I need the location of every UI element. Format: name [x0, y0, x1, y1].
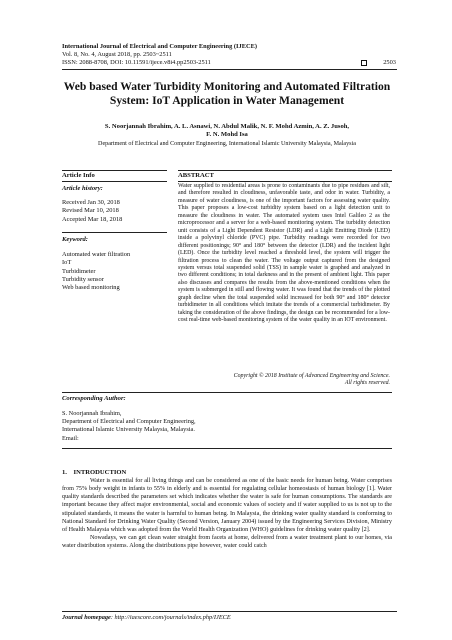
- author-name: S. Noorjannah Ibrahim,: [62, 410, 122, 417]
- journal-name: International Journal of Electrical and Computer Engineering (IJECE): [62, 43, 257, 50]
- square-icon: [361, 60, 367, 66]
- abstract-top-rule: [178, 170, 392, 171]
- footer-rule: [62, 611, 397, 612]
- introduction-body: [62, 477, 392, 550]
- keyword-item: Turbidity sensor: [62, 275, 104, 283]
- copyright-line-1: Copyright © 2018 Institute of Advanced Engineering and Science.: [233, 373, 390, 379]
- page-number: [361, 59, 396, 67]
- keyword-item: Turbidimeter: [62, 267, 96, 275]
- history-rule: [62, 232, 167, 233]
- authors-line-1: S. Noorjannah Ibrahim, A. L. Asnawi, N. Abdul Malik, N. F. Mohd Azmin, A. Z. Jusoh,: [104, 123, 350, 130]
- keyword-item: Web based monitoring: [62, 284, 120, 292]
- journal-homepage-label: Journal homepage: [62, 614, 111, 621]
- info-top-rule: [62, 170, 167, 171]
- corresponding-author-label: Corresponding Author:: [62, 395, 126, 402]
- copyright: [170, 373, 390, 388]
- page-number-text: 2503: [383, 59, 396, 66]
- authors: [62, 123, 392, 140]
- intro-paragraph-1: Water is essential for all living things and can be considered as one of the basic needs for human being. Water comprises from 75% body weight in infants to 55% in elderly and is essential for regulating cellular homeostasis of human biology [1]. Water quality standards described the parameters set which indicates whether the water is safe for human consumptions. The standards are important because they affect major environmental, social and economic values of society and if water supplied to us is not up to the stipulated standards, it means the water is harmful to human being. In Malaysia, the drinking water quality standard is conforming to National Standard for Drinking Water Quality (Second Version, January 2004) issued by the Engineering Services Division, Ministry of Health Malaysia which was adopted from the World Health Organization (WHO) guidelines for drinking water quality [2].: [62, 478, 392, 533]
- article-history-label: Article history:: [62, 185, 103, 192]
- journal-homepage: [62, 614, 231, 622]
- abstract-text: Water supplied to residential areas is prone to contaminants due to pipe residues and silt, and therefore resulted in cloudiness, unfavorable taste, and odor in water. Turbidity, a measure of water cloudiness, is one of the important factors for assessing water quality. This paper proposes a low-cost turbidity system based on a light detection unit to measure the cloudiness in water. The automated system uses Intel Galileo 2 as the microprocessor and a server for a web-based monitoring system. The turbidity detection unit consists of a Light Dependent Resistor (LDR) and a Light Emitting Diode (LED) inside a polyvinyl chloride (PVC) pipe. Turbidity readings were recorded for two different positionings; 90° and 180° between the detector (LDR) and the incident light (LED). Once the turbidity level reached a threshold level, the system will trigger the filtration process to clean the water. The voltage output captured from the designed system versus total suspended solid (TSS) in sample water is graphed and analyzed in two different conditions; in total darkness and in the present of ambient light. This paper also discusses and compares the results from the above-mentioned conditions when the system is submerged in still and flowing water. It was found that the trends of the plotted graph decline when the total suspended solid increased for both 90° and 180° detector turbidimeter in all conditions which imitate the trends of a commercial turbidimeter. By taking the consideration of the above findings, the design can be recommended for a low-cost real-time web-based monitoring system of the water quality in an IOT environment.: [178, 183, 390, 324]
- article-history: [62, 199, 167, 224]
- affiliation: Department of Electrical and Computer Engineering, International Islamic University Malaysia, Malaysia: [98, 141, 356, 147]
- authors-line-2: F. N. Mohd Isa: [206, 131, 248, 139]
- corresponding-bottom-rule: [62, 448, 392, 449]
- journal-homepage-link[interactable]: : http://iaescore.com/journals/index.php/IJECE: [110, 614, 231, 621]
- revised-date: Revised Mar 10, 2018: [62, 207, 119, 215]
- abstract-heading: ABSTRACT: [178, 172, 214, 179]
- header-rule: [62, 69, 397, 70]
- intro-paragraph-2: Nowadays, we can get clean water straight from facets at home, delivered from a water treatment plant to our homes, via water distribution systems. Along the distributions pipe however, water could catch: [62, 535, 392, 550]
- keyword-item: IoT: [62, 259, 72, 267]
- author-univ: International Islamic University Malaysia, Malaysia.: [62, 426, 195, 434]
- article-info-heading: Article Info: [62, 172, 95, 179]
- author-email: Email:: [62, 434, 79, 442]
- keyword-label: Keyword:: [62, 236, 89, 243]
- issn-doi: ISSN: 2088-8708, DOI: 10.11591/ijece.v8i4.pp2503-2511: [62, 59, 211, 66]
- section-heading-introduction: 1. INTRODUCTION: [62, 469, 127, 476]
- corresponding-top-rule: [62, 392, 392, 393]
- author-dept: Department of Electrical and Computer Engineering,: [62, 418, 196, 426]
- volume-info: Vol. 8, No. 4, August 2018, pp. 2503~2511: [62, 51, 172, 58]
- copyright-line-2: All rights reserved.: [344, 380, 390, 387]
- abstract-heading-rule: [178, 181, 392, 182]
- keyword-list: [62, 251, 167, 292]
- paper-title: Web based Water Turbidity Monitoring and Automated Filtration System: IoT Application in Water Management: [63, 80, 391, 107]
- received-date: Received Jan 30, 2018: [62, 199, 120, 206]
- accepted-date: Accepted Mar 18, 2018: [62, 215, 123, 223]
- corresponding-author-details: [62, 410, 392, 443]
- keyword-item: Automated water filtration: [62, 251, 131, 258]
- info-heading-rule: [62, 181, 167, 182]
